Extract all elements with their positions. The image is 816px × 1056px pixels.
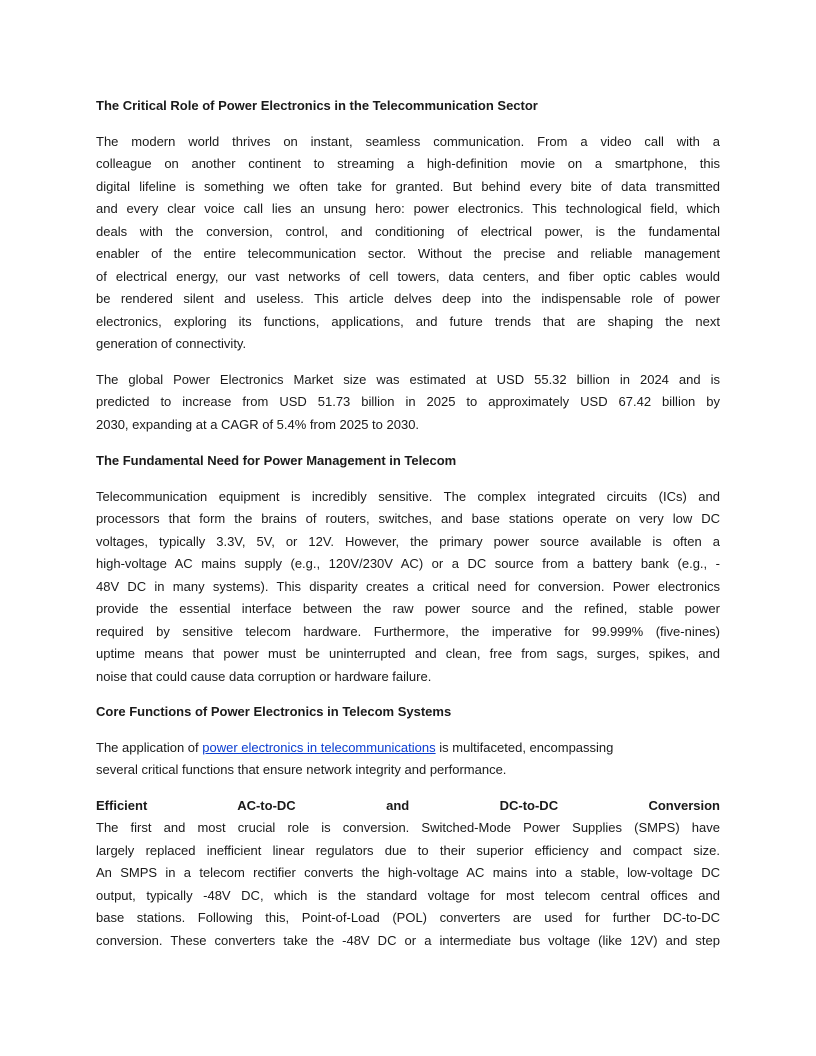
text-line: uptime means that power must be uninterrupted and clean, free from sags, surges, spikes, and	[96, 646, 720, 662]
text-segment: The application of	[96, 740, 203, 755]
text-line: deals with the conversion, control, and conditioning of electrical power, is the fundamental	[96, 223, 720, 239]
text-line: digital lifeline is something we often take for granted. But behind every bite of data transmitted	[96, 178, 720, 194]
text-line: predicted to increase from USD 51.73 billion in 2025 to approximately USD 67.42 billion by	[96, 394, 720, 410]
text-line: Telecommunication equipment is incredibly sensitive. The complex integrated circuits (ICs) and	[96, 489, 720, 504]
need-paragraph	[96, 486, 720, 688]
text-segment: is multifaceted, encompassing	[435, 740, 614, 755]
text-line: 48V DC in many systems). This disparity creates a critical need for conversion. Power electronics	[96, 578, 720, 594]
text-line: 2030, expanding at a CAGR of 5.4% from 2025 to 2030.	[96, 416, 420, 432]
text-line: output, typically -48V DC, which is the standard voltage for most telecom central offices and	[96, 887, 720, 903]
text-line: generation of connectivity.	[96, 336, 247, 352]
text-line: The global Power Electronics Market size was estimated at USD 55.32 billion in 2024 and is	[96, 372, 720, 387]
section-heading-conversion: Efficient AC-to-DC and DC-to-DC Conversion	[96, 798, 720, 813]
text-line: and every clear voice call lies an unsung hero: power electronics. This technological field, which	[96, 201, 720, 217]
text-line: processors that form the brains of routers, switches, and base stations operate on very low DC	[96, 511, 720, 527]
section-heading-core: Core Functions of Power Electronics in Telecom Systems	[96, 704, 452, 719]
core-paragraph	[96, 737, 720, 782]
text-line: voltages, typically 3.3V, 5V, or 12V. However, the primary power source available is often a	[96, 533, 720, 549]
text-line: several critical functions that ensure network integrity and performance.	[96, 762, 507, 778]
text-line: electronics, exploring its functions, applications, and future trends that are shaping the next	[96, 313, 720, 329]
article-title: The Critical Role of Power Electronics in the Telecommunication Sector	[96, 98, 538, 113]
text-line: be rendered silent and useless. This article delves deep into the indispensable role of power	[96, 291, 720, 307]
text-line: conversion. These converters take the -48V DC or a intermediate bus voltage (like 12V) and step	[96, 932, 720, 948]
text-line: An SMPS in a telecom rectifier converts the high-voltage AC mains into a stable, low-voltage DC	[96, 865, 720, 881]
text-line: enabler of the entire telecommunication sector. Without the precise and reliable management	[96, 246, 720, 262]
conversion-section	[96, 795, 720, 952]
text-line: The modern world thrives on instant, seamless communication. From a video call with a	[96, 134, 720, 149]
text-line: noise that could cause data corruption or hardware failure.	[96, 668, 432, 684]
power-electronics-link[interactable]: power electronics in telecommunications	[202, 740, 436, 755]
section-heading-need: The Fundamental Need for Power Management in Telecom	[96, 453, 457, 468]
market-paragraph	[96, 369, 720, 436]
text-line: base stations. Following this, Point-of-Load (POL) converters are used for further DC-to-DC	[96, 910, 720, 926]
text-line: colleague on another continent to streaming a high-definition movie on a smartphone, this	[96, 156, 720, 172]
text-line: high-voltage AC mains supply (e.g., 120V/230V AC) or a DC source from a battery bank (e.g., -	[96, 556, 720, 572]
text-line: largely replaced inefficient linear regulators due to their superior efficiency and compact size.	[96, 842, 720, 858]
text-line: of electrical energy, our vast networks of cell towers, data centers, and fiber optic cables would	[96, 268, 720, 284]
intro-paragraph	[96, 131, 720, 356]
text-line: required by sensitive telecom hardware. Furthermore, the imperative for 99.999% (five-nines)	[96, 623, 720, 639]
text-line: The first and most crucial role is conversion. Switched-Mode Power Supplies (SMPS) have	[96, 820, 720, 836]
text-line: provide the essential interface between the raw power source and the refined, stable power	[96, 601, 720, 617]
text-line	[96, 737, 720, 759]
